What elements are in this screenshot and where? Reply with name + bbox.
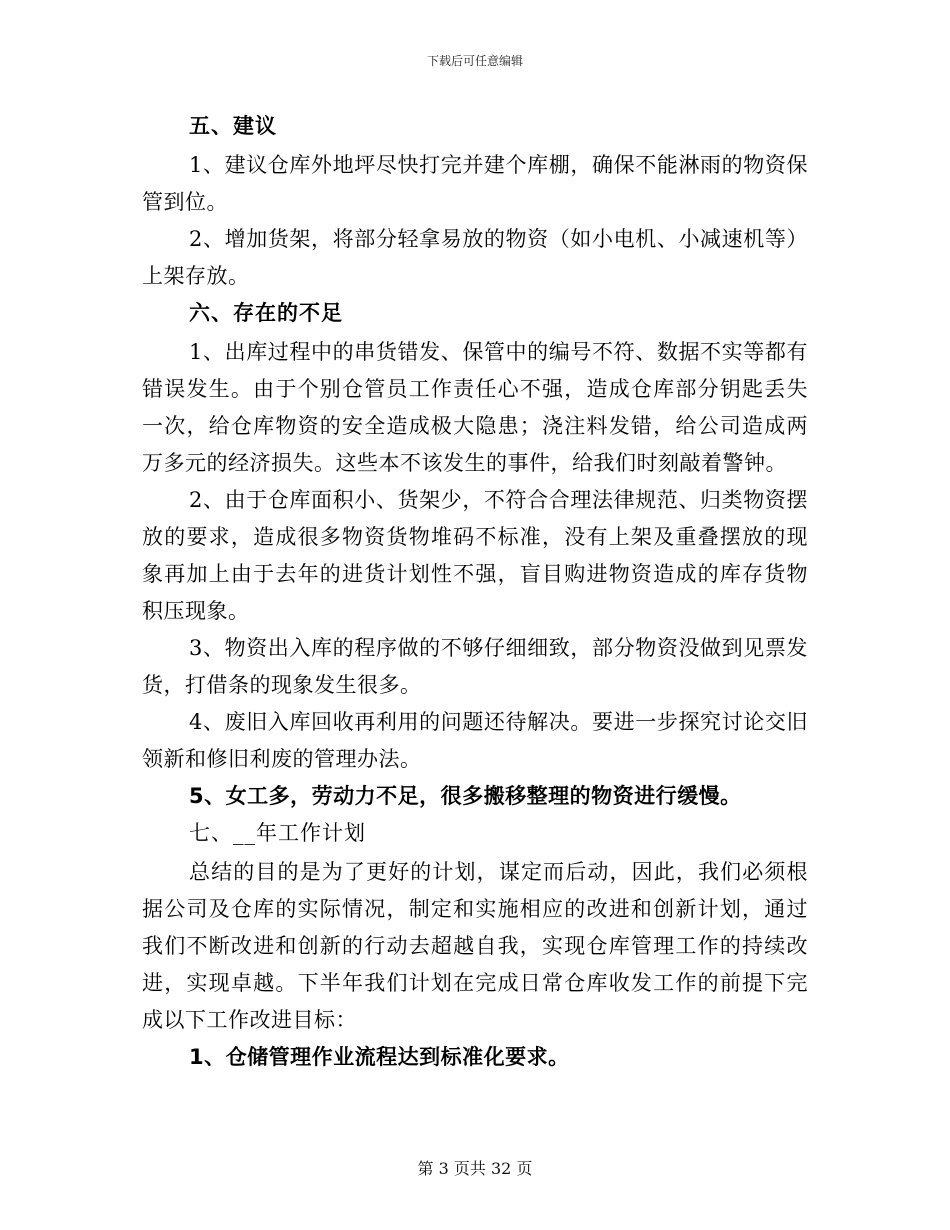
page-footer: 第 3 页共 32 页 xyxy=(417,1159,533,1178)
paragraph: 1、出库过程中的串货错发、保管中的编号不符、数据不实等都有错误发生。由于个别仓管员工作责任心不强，造成仓库部分钥匙丢失一次，给仓库物资的安全造成极大隐患；浇注料发错，给公司造成两万多元的经济损失。这些本不该发生的事件，给我们时刻敲着警钟。 xyxy=(142,340,808,475)
section-heading-work-plan: 七、__年工作计划 xyxy=(189,821,366,845)
paragraph-bold: 5、女工多，劳动力不足，很多搬移整理的物资进行缓慢。 xyxy=(189,784,742,808)
paragraph: 3、物资出入库的程序做的不够仔细细致，部分物资没做到见票发货，打借条的现象发生很多。 xyxy=(142,636,808,697)
paragraph: 4、废旧入库回收再利用的问题还待解决。要进一步探究讨论交旧领新和修旧利废的管理办法。 xyxy=(142,710,808,771)
paragraph: 2、由于仓库面积小、货架少，不符合合理法律规范、归类物资摆放的要求，造成很多物资货物堆码不标准，没有上架及重叠摆放的现象再加上由于去年的进货计划性不强，盲目购进物资造成的库存货物积压现象。 xyxy=(142,488,808,623)
paragraph-bold: 1、仓储管理作业流程达到标准化要求。 xyxy=(189,1045,570,1069)
section-heading-suggestions: 五、建议 xyxy=(189,114,277,138)
paragraph: 2、增加货架，将部分轻拿易放的物资（如小电机、小减速机等）上架存放。 xyxy=(142,227,808,288)
paragraph: 总结的目的是为了更好的计划，谋定而后动，因此，我们必须根据公司及仓库的实际情况，制定和实施相应的改进和创新计划，通过我们不断改进和创新的行动去超越自我，实现仓库管理工作的持续改进，实现卓越。下半年我们计划在完成日常仓库收发工作的前提下完成以下工作改进目标： xyxy=(142,860,808,1032)
section-heading-shortcomings: 六、存在的不足 xyxy=(189,301,343,325)
document-body xyxy=(142,108,808,1076)
paragraph: 1、建议仓库外地坪尽快打完并建个库棚，确保不能淋雨的物资保管到位。 xyxy=(142,153,808,214)
page-header: 下载后可任意编辑 xyxy=(426,54,523,68)
